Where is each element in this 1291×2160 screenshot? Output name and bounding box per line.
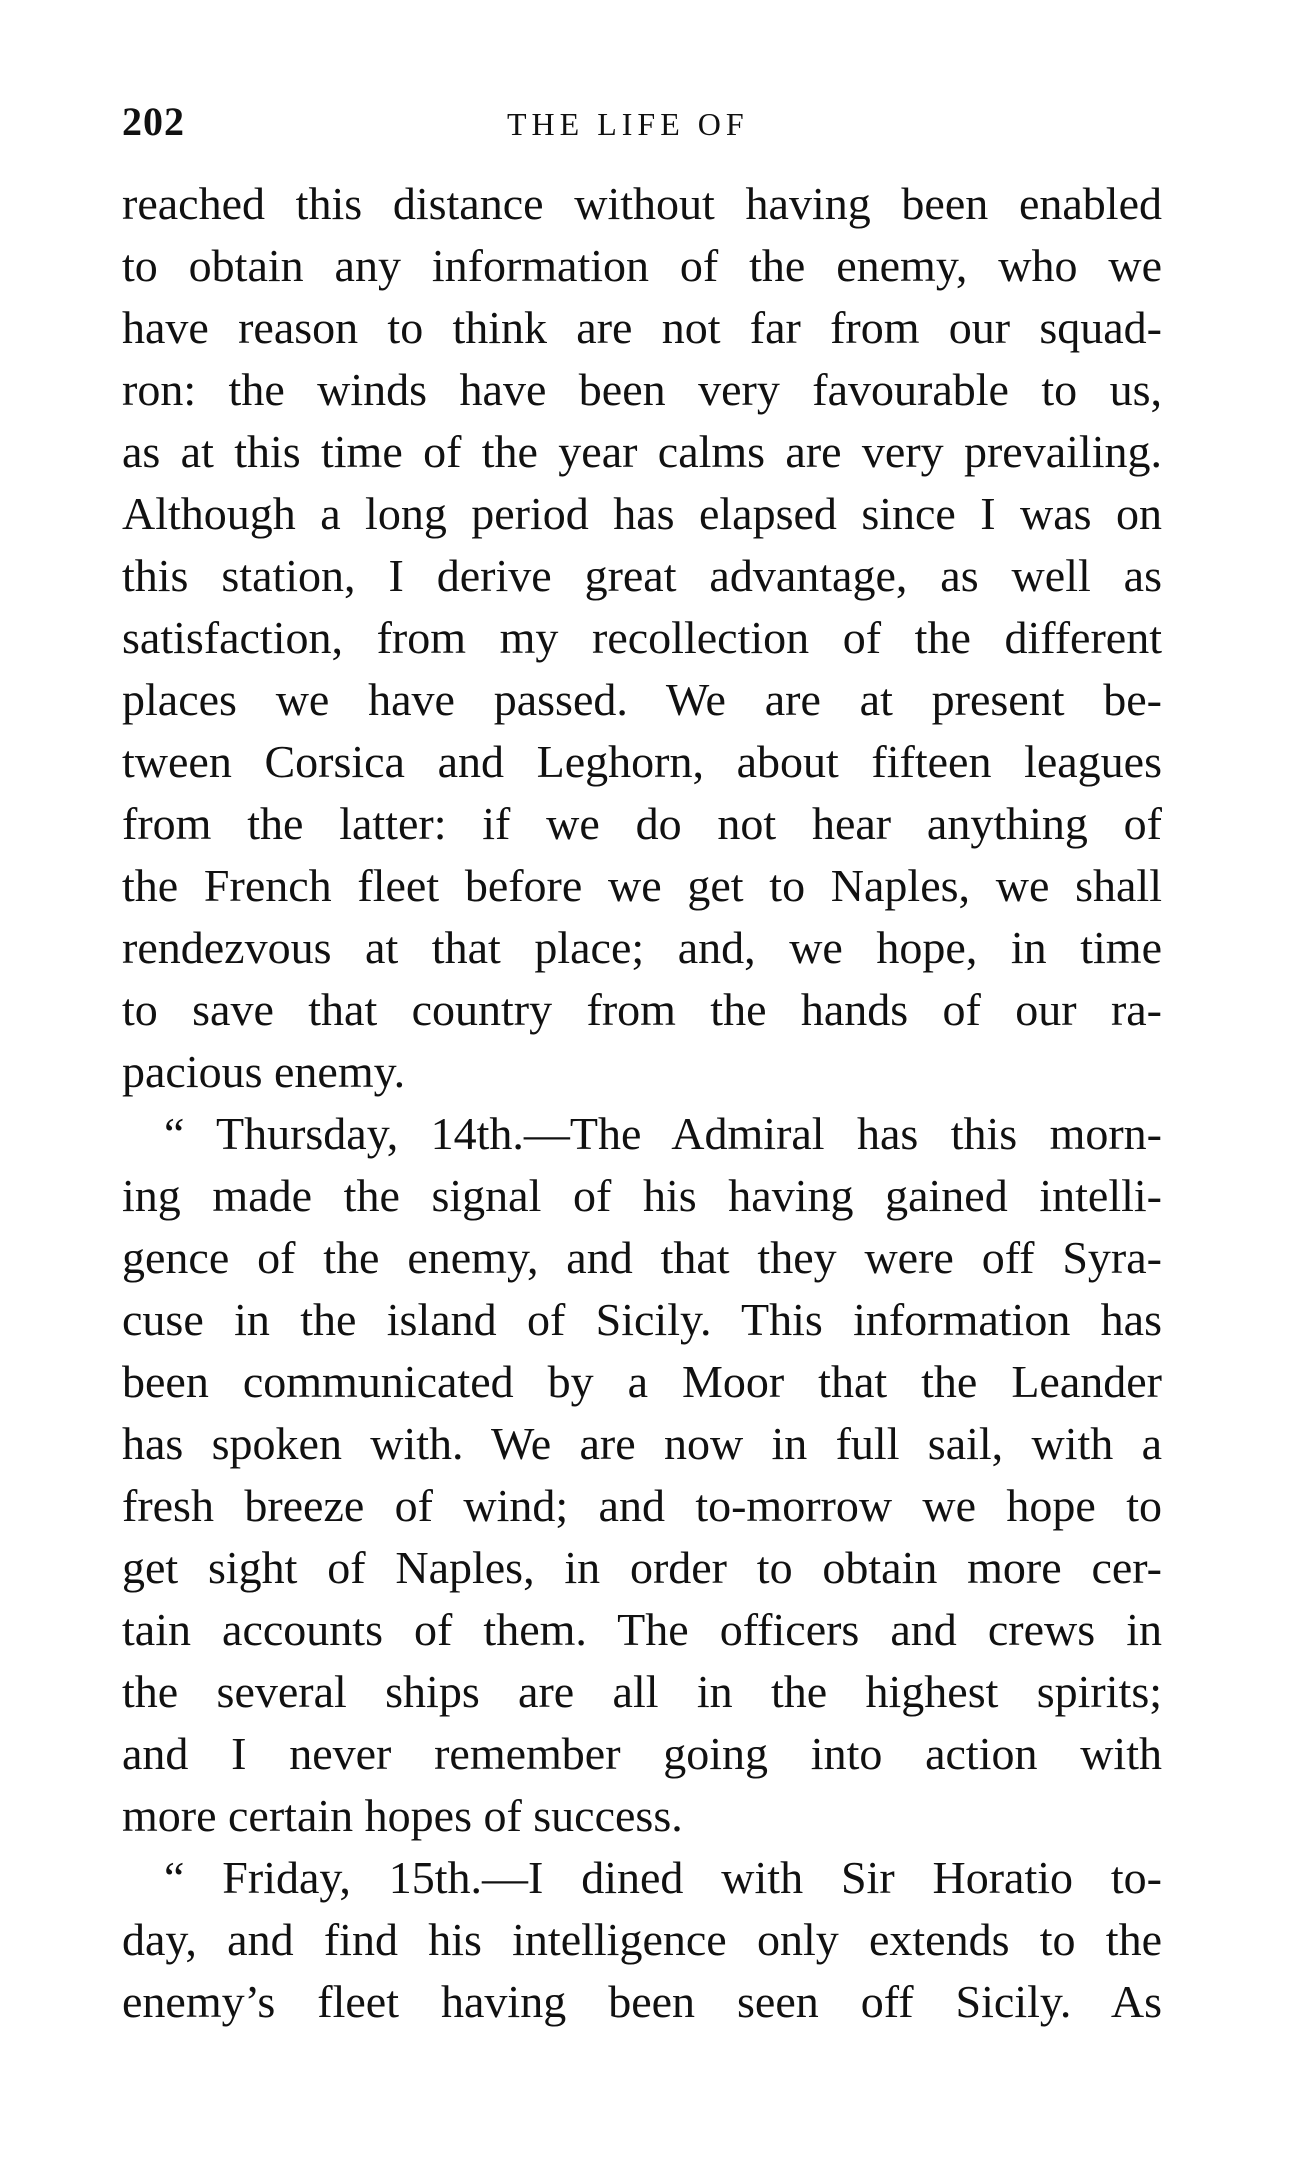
text-line: rendezvous at that place; and, we hope, in time [122, 922, 1162, 973]
text-line: has spoken with. We are now in full sail, with a [122, 1418, 1162, 1469]
text-line: pacious enemy. [122, 1046, 406, 1097]
text-line: “ Thursday, 14th.—The Admiral has this morn- [164, 1108, 1162, 1159]
text-line: gence of the enemy, and that they were off Syra- [122, 1232, 1162, 1283]
text-line: “ Friday, 15th.—I dined with Sir Horatio to- [164, 1852, 1162, 1903]
text-line: get sight of Naples, in order to obtain more cer- [122, 1542, 1162, 1593]
text-line: this station, I derive great advantage, as well as [122, 550, 1162, 601]
page-header [122, 98, 1162, 158]
text-line: the French fleet before we get to Naples, we shall [122, 860, 1162, 911]
text-line: ing made the signal of his having gained intelli- [122, 1170, 1162, 1221]
text-line: cuse in the island of Sicily. This information has [122, 1294, 1162, 1345]
text-line: more certain hopes of success. [122, 1790, 683, 1841]
text-line: the several ships are all in the highest spirits; [122, 1666, 1162, 1717]
text-line: and I never remember going into action with [122, 1728, 1162, 1779]
text-line: places we have passed. We are at present be- [122, 674, 1162, 725]
text-line: to save that country from the hands of our ra- [122, 984, 1162, 1035]
body-text [122, 173, 1162, 2033]
text-line: tween Corsica and Leghorn, about fifteen leagues [122, 736, 1162, 787]
text-line: from the latter: if we do not hear anything of [122, 798, 1162, 849]
text-line: been communicated by a Moor that the Leander [122, 1356, 1162, 1407]
text-line: have reason to think are not far from our squad- [122, 302, 1162, 353]
text-line: tain accounts of them. The officers and crews in [122, 1604, 1162, 1655]
text-line: Although a long period has elapsed since I was on [122, 488, 1162, 539]
text-line: to obtain any information of the enemy, who we [122, 240, 1162, 291]
text-line: enemy’s fleet having been seen off Sicily. As [122, 1976, 1162, 2027]
text-line: as at this time of the year calms are very prevailing. [122, 426, 1162, 477]
text-line: satisfaction, from my recollection of the different [122, 612, 1162, 663]
running-head: THE LIFE OF [507, 106, 749, 142]
text-line: reached this distance without having been enabled [122, 178, 1162, 229]
text-line: day, and find his intelligence only extends to the [122, 1914, 1162, 1965]
text-line: ron: the winds have been very favourable to us, [122, 364, 1162, 415]
text-line: fresh breeze of wind; and to-morrow we hope to [122, 1480, 1162, 1531]
page-number: 202 [122, 99, 185, 144]
